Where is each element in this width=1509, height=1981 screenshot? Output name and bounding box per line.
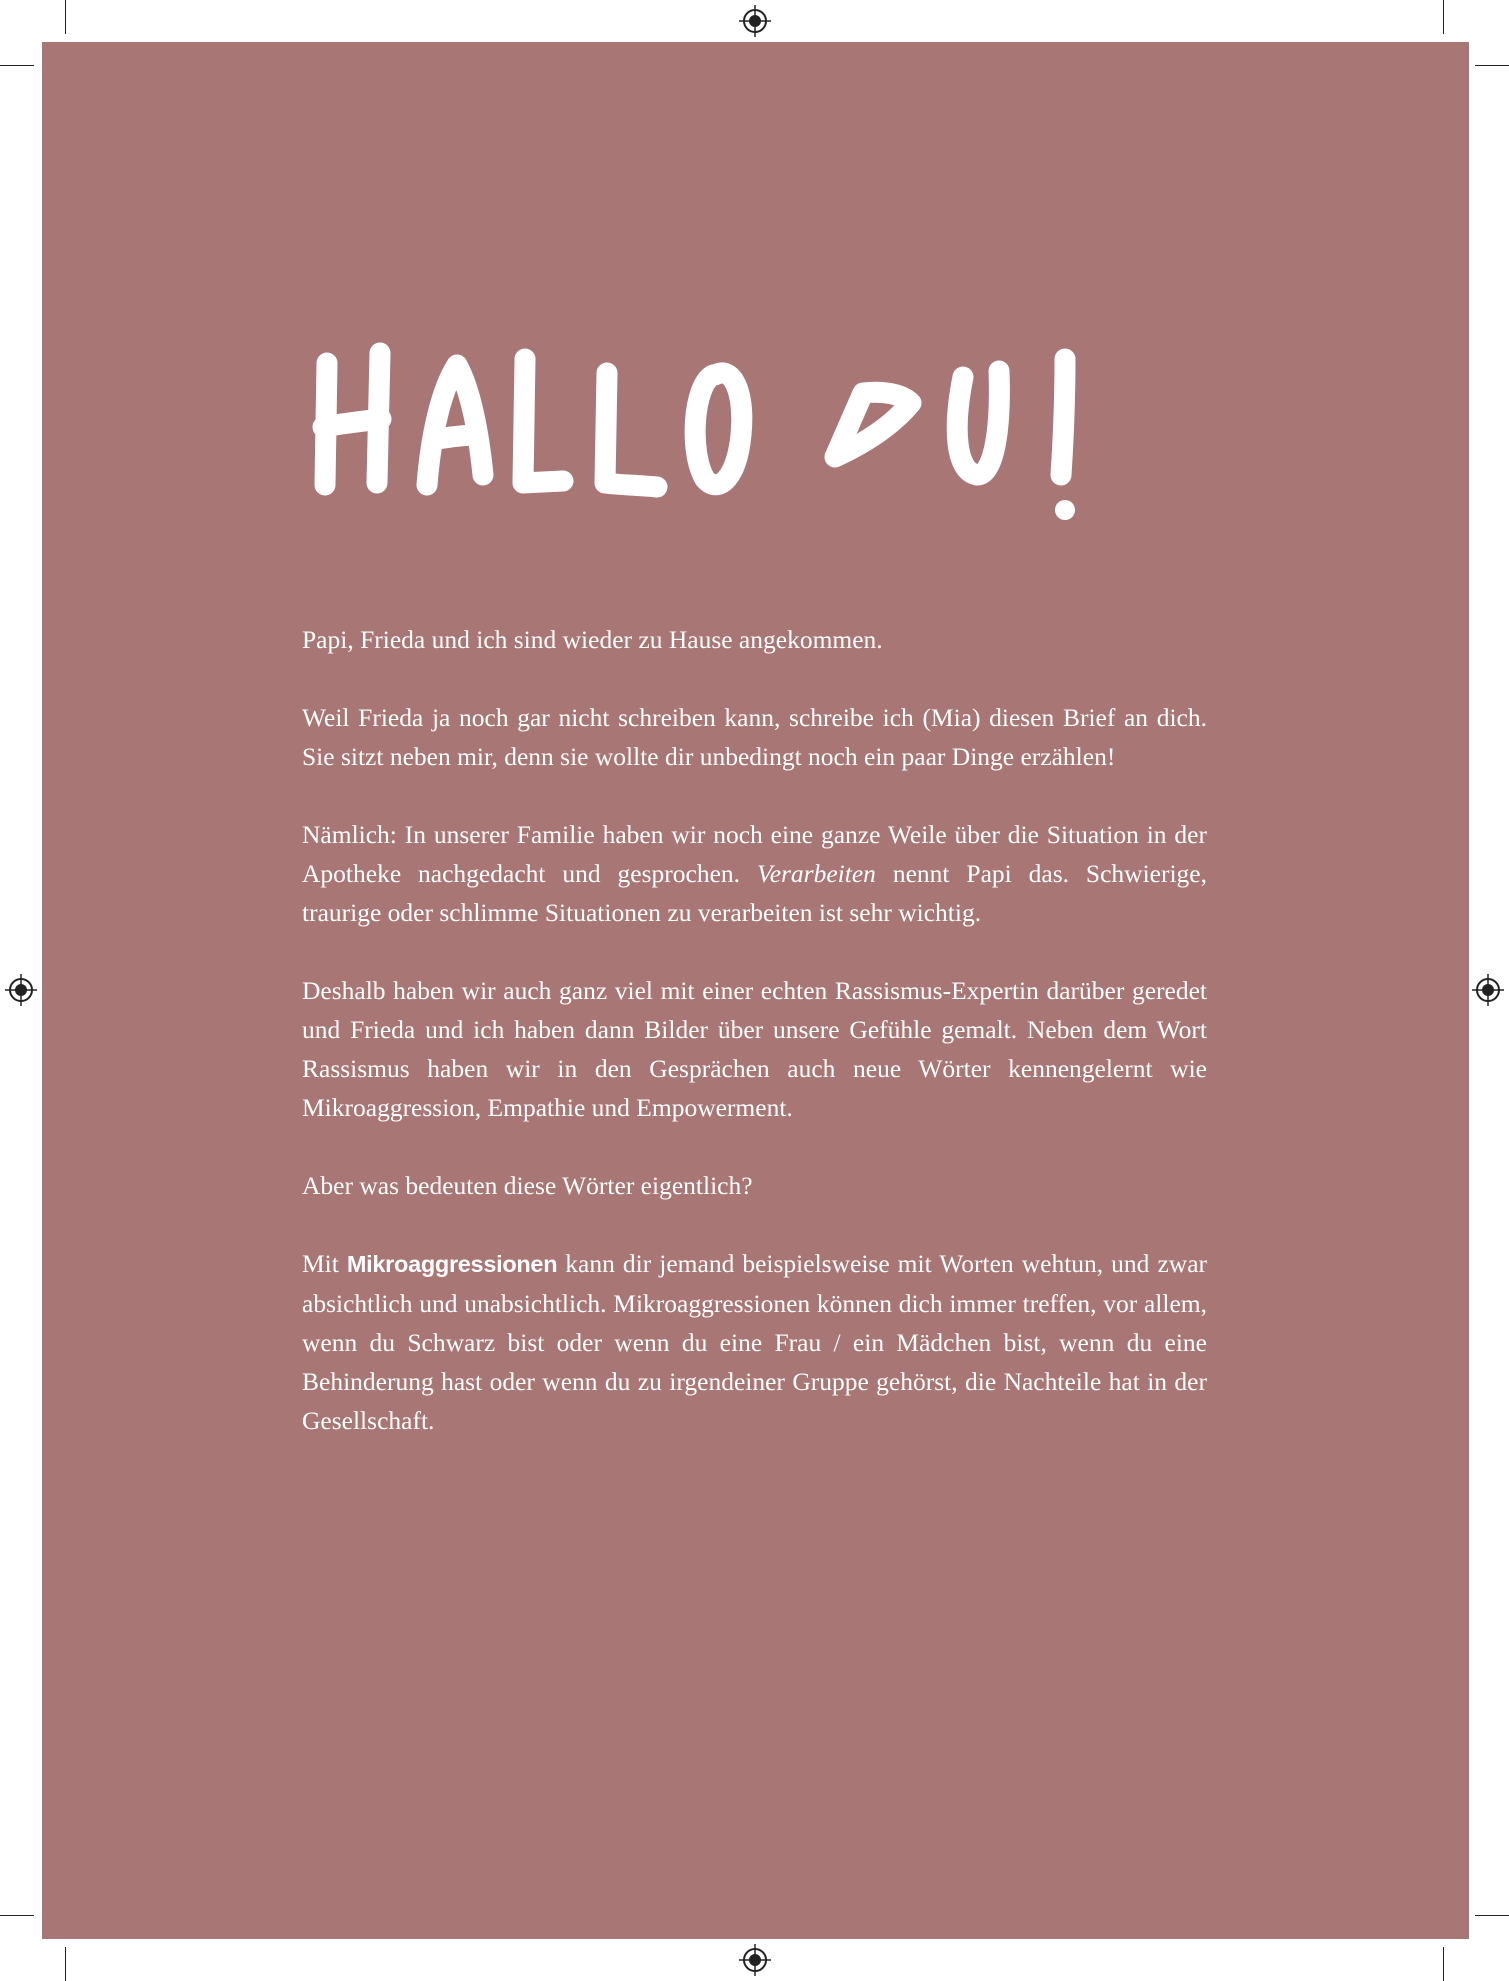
registration-mark-left-icon xyxy=(5,974,37,1006)
registration-mark-bottom-icon xyxy=(739,1944,771,1976)
paragraph-6-part-1: Mit xyxy=(302,1249,347,1278)
paragraph-3 xyxy=(302,815,1207,932)
crop-mark-bottom-left xyxy=(65,1947,66,1981)
italic-term-verarbeiten: Verarbeiten xyxy=(756,859,876,888)
page-heading-handwritten xyxy=(305,335,1125,535)
bold-term-mikroaggressionen: Mikroaggressionen xyxy=(346,1251,558,1277)
paragraph-4: Deshalb haben wir auch ganz viel mit einer echten Rassismus-Expertin darüber geredet und Frieda und ich haben dann Bilder über unsere Gefühle gemalt. Neben dem Wort Rassismus haben wir in den Gesprächen auch neue Wörter kennengelernt wie Mikroaggression, Empathie und Empowerment. xyxy=(302,976,1207,1122)
crop-mark-bottom-right-h xyxy=(1475,1915,1509,1916)
paragraph-6 xyxy=(302,1244,1207,1440)
crop-mark-bottom-right xyxy=(1443,1947,1444,1981)
paragraph-5: Aber was bedeuten diese Wörter eigentlich? xyxy=(302,1171,753,1200)
crop-mark-top-right-h xyxy=(1475,65,1509,66)
letter-body xyxy=(302,620,1207,1479)
paragraph-3-part-2: nennt Papi das. Schwierige, traurige oder schlimme Situationen zu verarbeiten ist sehr wichtig. xyxy=(302,859,1207,927)
paragraph-3-part-1: Nämlich: In unserer Familie haben wir noch eine ganze Weile über die Situation in der Apotheke nachgedacht und gesprochen. xyxy=(302,820,1207,888)
crop-mark-top-left xyxy=(65,0,66,34)
crop-mark-bottom-left-h xyxy=(0,1915,34,1916)
crop-mark-top-left-h xyxy=(0,65,34,66)
crop-mark-top-right xyxy=(1443,0,1444,34)
paragraph-1: Papi, Frieda und ich sind wieder zu Hause angekommen. xyxy=(302,625,883,654)
paragraph-2: Weil Frieda ja noch gar nicht schreiben kann, schreibe ich (Mia) diesen Brief an dich. Sie sitzt neben mir, denn sie wollte dir unbedingt noch ein paar Dinge erzählen! xyxy=(302,703,1207,771)
registration-mark-right-icon xyxy=(1472,974,1504,1006)
registration-mark-top-icon xyxy=(739,5,771,37)
paragraph-6-part-2: kann dir jemand beispielsweise mit Worten wehtun, und zwar absichtlich und unabsichtlich. Mikroaggressionen können dich immer treffen, vor allem, wenn du Schwarz bist oder wenn du eine Frau / ein Mädchen bist, wenn du eine Behinderung hast oder wenn du zu irgendeiner Gruppe gehörst, die Nachteile hat in der Gesellschaft. xyxy=(302,1249,1208,1435)
